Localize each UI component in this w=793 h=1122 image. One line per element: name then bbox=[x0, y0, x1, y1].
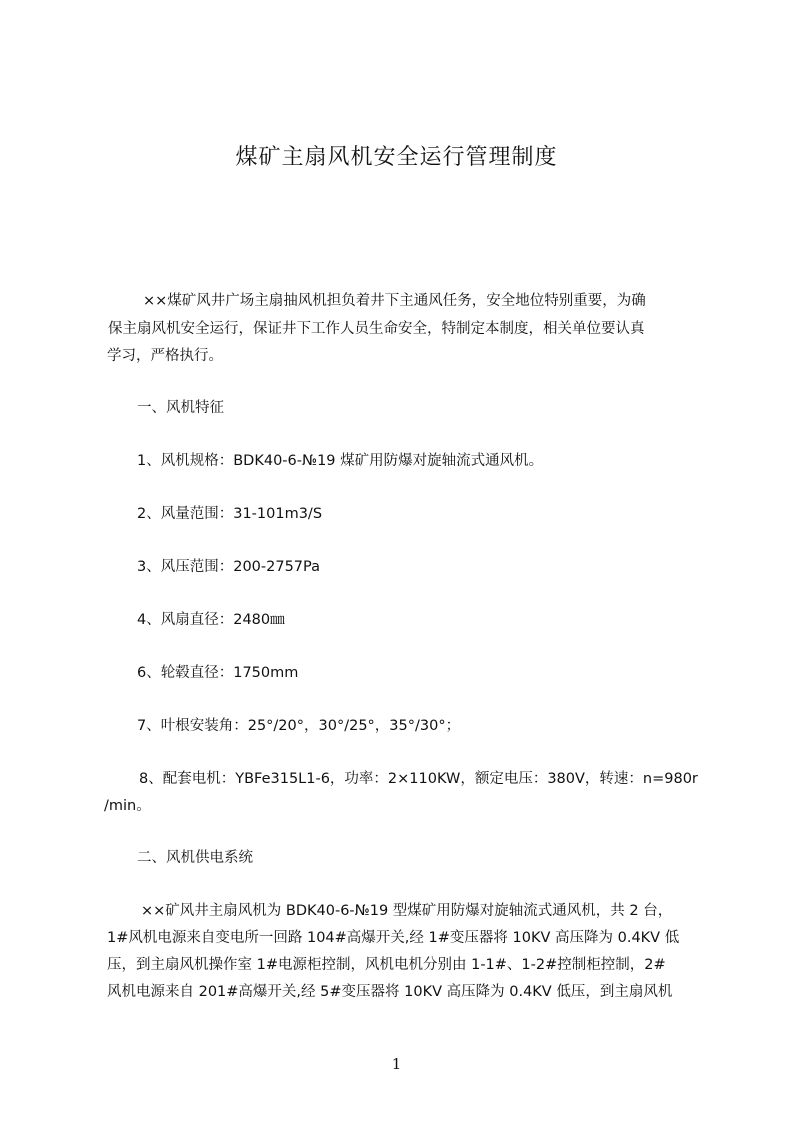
feature-item-8-line-2: /min。 bbox=[104, 798, 151, 814]
section-heading-power: 二、风机供电系统 bbox=[137, 850, 253, 866]
feature-item-7: 7、叶根安装角：25°/20°，30°/25°，35°/30°； bbox=[137, 718, 461, 734]
feature-item-1: 1、风机规格：BDK40-6-№19 煤矿用防爆对旋轴流式通风机。 bbox=[137, 453, 544, 469]
document-title: 煤矿主扇风机安全运行管理制度 bbox=[235, 145, 558, 170]
intro-line-3: 学习，严格执行。 bbox=[107, 348, 223, 364]
page-number: 1 bbox=[391, 1055, 402, 1073]
feature-item-2: 2、风量范围：31-101m3/S bbox=[137, 506, 323, 522]
power-line-3: 压，到主扇风机操作室 1#电源柜控制，风机电机分别由 1-1#、1-2#控制柜控制，2# bbox=[107, 957, 666, 973]
feature-item-4: 4、风扇直径：2480㎜ bbox=[137, 612, 285, 628]
power-line-1: ××矿风井主扇风机为 BDK40-6-№19 型煤矿用防爆对旋轴流式通风机，共 2 台， bbox=[141, 903, 673, 919]
intro-line-1: ××煤矿风井广场主扇抽风机担负着井下主通风任务，安全地位特别重要，为确 bbox=[143, 293, 646, 309]
power-line-4: 风机电源来自 201#高爆开关,经 5#变压器将 10KV 高压降为 0.4KV 低压，到主扇风机 bbox=[107, 984, 673, 1000]
section-heading-features: 一、风机特征 bbox=[137, 400, 224, 416]
power-line-2: 1#风机电源来自变电所一回路 104#高爆开关,经 1#变压器将 10KV 高压降为 0.4KV 低 bbox=[107, 930, 680, 946]
intro-line-2: 保主扇风机安全运行，保证井下工作人员生命安全，特制定本制度，相关单位要认真 bbox=[108, 321, 645, 337]
feature-item-8-line-1: 8、配套电机：YBFe315L1-6，功率：2×110KW，额定电压：380V，转速：n=980r bbox=[139, 771, 698, 787]
feature-item-6: 6、轮毂直径：1750mm bbox=[137, 665, 299, 681]
feature-item-3: 3、风压范围：200-2757Pa bbox=[137, 559, 321, 575]
